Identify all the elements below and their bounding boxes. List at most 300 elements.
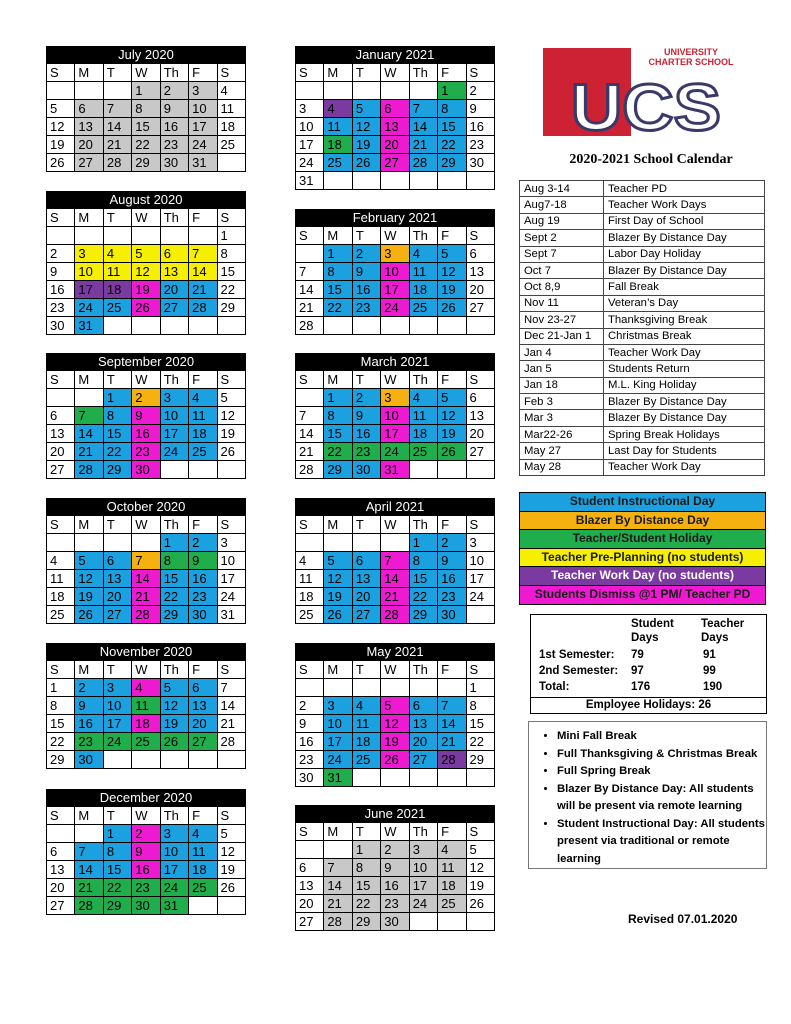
event-date: Jan 5 bbox=[520, 361, 604, 377]
day-cell: 8 bbox=[103, 843, 131, 861]
day-cell: 20 bbox=[75, 136, 103, 154]
weekday-header: S bbox=[217, 516, 245, 534]
empty-cell bbox=[324, 534, 352, 552]
day-cell: 31 bbox=[324, 769, 352, 787]
employee-holidays: Employee Holidays: 26 bbox=[531, 697, 766, 711]
weekday-header: Th bbox=[409, 661, 437, 679]
day-cell: 13 bbox=[409, 715, 437, 733]
weekday-header: F bbox=[189, 661, 217, 679]
weekday-header: F bbox=[438, 516, 466, 534]
day-cell: 12 bbox=[324, 570, 352, 588]
day-cell: 15 bbox=[324, 425, 352, 443]
event-date: May 28 bbox=[520, 459, 604, 475]
semester2-teacher: 99 bbox=[703, 665, 716, 677]
day-cell: 23 bbox=[47, 299, 75, 317]
day-cell: 17 bbox=[160, 425, 188, 443]
day-cell: 17 bbox=[381, 425, 409, 443]
weekday-header: Th bbox=[160, 807, 188, 825]
weekday-header: S bbox=[296, 823, 324, 841]
day-cell: 28 bbox=[438, 751, 466, 769]
weekday-header: F bbox=[438, 227, 466, 245]
event-date: Aug 3-14 bbox=[520, 181, 604, 197]
logo-subtitle-line2: CHARTER SCHOOL bbox=[648, 57, 734, 67]
day-cell: 22 bbox=[160, 588, 188, 606]
day-cell: 20 bbox=[466, 281, 494, 299]
empty-cell bbox=[103, 751, 131, 769]
day-cell: 6 bbox=[189, 679, 217, 697]
day-cell: 26 bbox=[381, 751, 409, 769]
empty-cell bbox=[189, 227, 217, 245]
day-cell: 18 bbox=[217, 118, 245, 136]
day-cell: 14 bbox=[296, 281, 324, 299]
day-cell: 25 bbox=[409, 299, 437, 317]
day-cell: 9 bbox=[132, 843, 160, 861]
weekday-header: T bbox=[103, 661, 131, 679]
empty-cell bbox=[352, 679, 380, 697]
weekday-header: S bbox=[296, 64, 324, 82]
empty-cell bbox=[438, 769, 466, 787]
event-row bbox=[520, 328, 765, 344]
day-cell: 4 bbox=[132, 679, 160, 697]
day-cell: 5 bbox=[438, 245, 466, 263]
weekday-header: M bbox=[75, 516, 103, 534]
day-cell: 24 bbox=[409, 895, 437, 913]
event-label: Teacher Work Day bbox=[604, 459, 765, 475]
empty-cell bbox=[466, 769, 494, 787]
day-cell: 13 bbox=[189, 697, 217, 715]
day-cell: 4 bbox=[409, 245, 437, 263]
day-cell: 1 bbox=[352, 841, 380, 859]
day-cell: 11 bbox=[409, 263, 437, 281]
day-cell: 30 bbox=[47, 317, 75, 335]
empty-cell bbox=[160, 751, 188, 769]
event-row bbox=[520, 426, 765, 442]
day-cell: 19 bbox=[438, 425, 466, 443]
day-cell: 28 bbox=[409, 154, 437, 172]
day-cell: 21 bbox=[381, 588, 409, 606]
empty-cell bbox=[352, 317, 380, 335]
day-cell: 23 bbox=[352, 443, 380, 461]
empty-cell bbox=[409, 317, 437, 335]
day-cell: 9 bbox=[352, 407, 380, 425]
day-cell: 2 bbox=[438, 534, 466, 552]
day-cell: 8 bbox=[217, 245, 245, 263]
day-cell: 14 bbox=[75, 861, 103, 879]
day-cell: 8 bbox=[47, 697, 75, 715]
day-cell: 1 bbox=[132, 82, 160, 100]
weekday-header: W bbox=[381, 661, 409, 679]
day-cell: 2 bbox=[296, 697, 324, 715]
weekday-header: Th bbox=[409, 64, 437, 82]
month-title: January 2021 bbox=[295, 46, 495, 63]
day-cell: 6 bbox=[47, 843, 75, 861]
weekday-header: T bbox=[352, 371, 380, 389]
event-date: Aug7-18 bbox=[520, 197, 604, 213]
calendar-december-2020 bbox=[46, 789, 246, 915]
day-cell: 24 bbox=[103, 733, 131, 751]
day-cell: 5 bbox=[466, 841, 494, 859]
day-cell: 3 bbox=[75, 245, 103, 263]
day-cell: 20 bbox=[47, 443, 75, 461]
event-label: M.L. King Holiday bbox=[604, 377, 765, 393]
weekday-header: F bbox=[438, 823, 466, 841]
month-title: July 2020 bbox=[46, 46, 246, 63]
day-cell: 4 bbox=[47, 552, 75, 570]
calendar-may-2021 bbox=[295, 643, 495, 787]
day-cell: 20 bbox=[47, 879, 75, 897]
empty-cell bbox=[160, 317, 188, 335]
day-cell: 3 bbox=[217, 534, 245, 552]
day-cell: 25 bbox=[132, 733, 160, 751]
weekday-header: W bbox=[132, 209, 160, 227]
weekday-header: Th bbox=[160, 64, 188, 82]
day-cell: 2 bbox=[466, 82, 494, 100]
weekday-header: Th bbox=[409, 227, 437, 245]
day-cell: 30 bbox=[381, 913, 409, 931]
day-cell: 29 bbox=[324, 461, 352, 479]
day-cell: 26 bbox=[217, 879, 245, 897]
day-cell: 19 bbox=[47, 136, 75, 154]
day-cell: 8 bbox=[409, 552, 437, 570]
weekday-header: S bbox=[217, 64, 245, 82]
day-cell: 28 bbox=[75, 461, 103, 479]
day-cell: 22 bbox=[103, 879, 131, 897]
day-cell: 23 bbox=[438, 588, 466, 606]
day-cell: 8 bbox=[324, 407, 352, 425]
day-cell: 12 bbox=[438, 407, 466, 425]
day-cell: 8 bbox=[324, 263, 352, 281]
weekday-header: F bbox=[438, 661, 466, 679]
day-cell: 26 bbox=[324, 606, 352, 624]
empty-cell bbox=[189, 897, 217, 915]
empty-cell bbox=[75, 389, 103, 407]
weekday-header: F bbox=[438, 64, 466, 82]
day-cell: 27 bbox=[352, 606, 380, 624]
day-cell: 16 bbox=[438, 570, 466, 588]
event-label: Christmas Break bbox=[604, 328, 765, 344]
event-label: Blazer By Distance Day bbox=[604, 262, 765, 278]
weekday-header: S bbox=[47, 64, 75, 82]
weekday-header: S bbox=[466, 823, 494, 841]
weekday-header: M bbox=[324, 227, 352, 245]
teacher-days-header: Teacher Days bbox=[701, 618, 745, 644]
day-cell: 8 bbox=[132, 100, 160, 118]
day-cell: 3 bbox=[296, 100, 324, 118]
month-title: October 2020 bbox=[46, 498, 246, 515]
weekday-header: F bbox=[189, 209, 217, 227]
calendar-march-2021 bbox=[295, 353, 495, 479]
day-cell: 28 bbox=[189, 299, 217, 317]
day-cell: 5 bbox=[160, 679, 188, 697]
weekday-header: W bbox=[132, 807, 160, 825]
day-cell: 25 bbox=[103, 299, 131, 317]
empty-cell bbox=[217, 317, 245, 335]
weekday-header: T bbox=[103, 807, 131, 825]
day-cell: 31 bbox=[381, 461, 409, 479]
day-cell: 2 bbox=[352, 389, 380, 407]
event-date: Dec 21-Jan 1 bbox=[520, 328, 604, 344]
empty-cell bbox=[438, 679, 466, 697]
total-student: 176 bbox=[631, 681, 651, 693]
day-cell: 25 bbox=[189, 879, 217, 897]
day-cell: 3 bbox=[324, 697, 352, 715]
event-label: Fall Break bbox=[604, 279, 765, 295]
calendar-june-2021 bbox=[295, 805, 495, 931]
calendar-august-2020 bbox=[46, 191, 246, 335]
day-cell: 8 bbox=[438, 100, 466, 118]
day-cell: 27 bbox=[466, 299, 494, 317]
empty-cell bbox=[103, 82, 131, 100]
empty-cell bbox=[324, 679, 352, 697]
empty-cell bbox=[352, 172, 380, 190]
day-cell: 10 bbox=[75, 263, 103, 281]
day-cell: 7 bbox=[75, 843, 103, 861]
day-cell: 25 bbox=[438, 895, 466, 913]
day-cell: 16 bbox=[466, 118, 494, 136]
day-cell: 23 bbox=[132, 879, 160, 897]
revised-date: Revised 07.01.2020 bbox=[628, 912, 738, 926]
day-cell: 15 bbox=[217, 263, 245, 281]
notes-list bbox=[528, 721, 767, 869]
day-cell: 16 bbox=[189, 570, 217, 588]
day-cell: 20 bbox=[296, 895, 324, 913]
day-cell: 24 bbox=[466, 588, 494, 606]
empty-cell bbox=[75, 227, 103, 245]
day-cell: 1 bbox=[466, 679, 494, 697]
weekday-header: S bbox=[217, 209, 245, 227]
day-cell: 1 bbox=[324, 389, 352, 407]
day-cell: 4 bbox=[103, 245, 131, 263]
day-cell: 31 bbox=[160, 897, 188, 915]
empty-cell bbox=[75, 825, 103, 843]
month-title: March 2021 bbox=[295, 353, 495, 370]
day-cell: 16 bbox=[132, 425, 160, 443]
month-title: August 2020 bbox=[46, 191, 246, 208]
day-cell: 1 bbox=[217, 227, 245, 245]
day-cell: 7 bbox=[217, 679, 245, 697]
day-cell: 7 bbox=[438, 697, 466, 715]
weekday-header: S bbox=[466, 661, 494, 679]
day-cell: 6 bbox=[160, 245, 188, 263]
weekday-header: F bbox=[438, 371, 466, 389]
day-cell: 17 bbox=[160, 861, 188, 879]
day-cell: 18 bbox=[324, 136, 352, 154]
day-cell: 21 bbox=[409, 136, 437, 154]
day-cell: 18 bbox=[189, 425, 217, 443]
event-label: Teacher PD bbox=[604, 181, 765, 197]
event-date: Sept 2 bbox=[520, 230, 604, 246]
weekday-header: M bbox=[324, 64, 352, 82]
day-cell: 5 bbox=[381, 697, 409, 715]
weekday-header: T bbox=[352, 227, 380, 245]
empty-cell bbox=[217, 751, 245, 769]
day-cell: 14 bbox=[217, 697, 245, 715]
event-label: Teacher Work Days bbox=[604, 197, 765, 213]
weekday-header: S bbox=[296, 227, 324, 245]
day-cell: 5 bbox=[217, 825, 245, 843]
day-cell: 3 bbox=[381, 245, 409, 263]
empty-cell bbox=[381, 534, 409, 552]
note-item: • Full Thanksgiving & Christmas Break bbox=[557, 746, 766, 764]
day-cell: 4 bbox=[296, 552, 324, 570]
empty-cell bbox=[438, 461, 466, 479]
weekday-header: M bbox=[324, 823, 352, 841]
weekday-header: Th bbox=[160, 516, 188, 534]
day-cell: 16 bbox=[132, 861, 160, 879]
day-cell: 22 bbox=[324, 443, 352, 461]
day-cell: 28 bbox=[103, 154, 131, 172]
day-cell: 29 bbox=[160, 606, 188, 624]
day-cell: 9 bbox=[160, 100, 188, 118]
empty-cell bbox=[160, 461, 188, 479]
day-cell: 12 bbox=[466, 859, 494, 877]
empty-cell bbox=[132, 751, 160, 769]
day-cell: 5 bbox=[324, 552, 352, 570]
events-table bbox=[519, 180, 765, 476]
day-cell: 20 bbox=[409, 733, 437, 751]
day-cell: 10 bbox=[217, 552, 245, 570]
day-cell: 6 bbox=[381, 100, 409, 118]
weekday-header: T bbox=[352, 823, 380, 841]
weekday-header: S bbox=[466, 516, 494, 534]
empty-cell bbox=[352, 769, 380, 787]
day-cell: 28 bbox=[296, 461, 324, 479]
day-cell: 2 bbox=[160, 82, 188, 100]
event-row bbox=[520, 213, 765, 229]
empty-cell bbox=[103, 227, 131, 245]
day-cell: 10 bbox=[160, 843, 188, 861]
empty-cell bbox=[409, 82, 437, 100]
day-cell: 9 bbox=[466, 100, 494, 118]
event-label: Labor Day Holiday bbox=[604, 246, 765, 262]
day-cell: 15 bbox=[352, 877, 380, 895]
empty-cell bbox=[47, 534, 75, 552]
event-row bbox=[520, 394, 765, 410]
day-cell: 14 bbox=[132, 570, 160, 588]
day-cell: 30 bbox=[296, 769, 324, 787]
day-cell: 15 bbox=[466, 715, 494, 733]
semester1-student: 79 bbox=[631, 649, 644, 661]
day-cell: 12 bbox=[381, 715, 409, 733]
empty-cell bbox=[381, 82, 409, 100]
day-cell: 18 bbox=[132, 715, 160, 733]
day-cell: 7 bbox=[103, 100, 131, 118]
day-cell: 25 bbox=[409, 443, 437, 461]
day-cell: 27 bbox=[47, 461, 75, 479]
day-cell: 1 bbox=[103, 389, 131, 407]
day-cell: 4 bbox=[189, 389, 217, 407]
event-date: May 27 bbox=[520, 443, 604, 459]
day-cell: 13 bbox=[47, 861, 75, 879]
month-title: May 2021 bbox=[295, 643, 495, 660]
note-item: • Mini Fall Break bbox=[557, 728, 766, 746]
day-cell: 13 bbox=[75, 118, 103, 136]
empty-cell bbox=[75, 534, 103, 552]
event-date: Sept 7 bbox=[520, 246, 604, 262]
day-cell: 7 bbox=[132, 552, 160, 570]
weekday-header: T bbox=[103, 371, 131, 389]
total-teacher: 190 bbox=[703, 681, 723, 693]
empty-cell bbox=[296, 841, 324, 859]
day-cell: 15 bbox=[103, 861, 131, 879]
day-cell: 27 bbox=[296, 913, 324, 931]
day-cell: 24 bbox=[381, 299, 409, 317]
weekday-header: S bbox=[217, 371, 245, 389]
weekday-header: T bbox=[352, 64, 380, 82]
day-cell: 15 bbox=[409, 570, 437, 588]
empty-cell bbox=[352, 82, 380, 100]
weekday-header: S bbox=[47, 516, 75, 534]
day-cell: 11 bbox=[352, 715, 380, 733]
day-cell: 6 bbox=[466, 389, 494, 407]
day-cell: 30 bbox=[160, 154, 188, 172]
day-cell: 13 bbox=[296, 877, 324, 895]
month-title: April 2021 bbox=[295, 498, 495, 515]
day-cell: 23 bbox=[296, 751, 324, 769]
empty-cell bbox=[381, 317, 409, 335]
day-cell: 12 bbox=[132, 263, 160, 281]
day-cell: 7 bbox=[381, 552, 409, 570]
day-cell: 2 bbox=[47, 245, 75, 263]
day-cell: 5 bbox=[217, 389, 245, 407]
weekday-header: S bbox=[466, 227, 494, 245]
day-cell: 16 bbox=[296, 733, 324, 751]
day-cell: 16 bbox=[160, 118, 188, 136]
empty-cell bbox=[352, 534, 380, 552]
logo-subtitle-line1: UNIVERSITY bbox=[663, 47, 719, 57]
day-cell: 23 bbox=[160, 136, 188, 154]
day-cell: 6 bbox=[75, 100, 103, 118]
day-cell: 2 bbox=[132, 389, 160, 407]
day-cell: 18 bbox=[103, 281, 131, 299]
day-cell: 24 bbox=[160, 443, 188, 461]
empty-cell bbox=[409, 769, 437, 787]
day-cell: 12 bbox=[217, 843, 245, 861]
weekday-header: M bbox=[75, 371, 103, 389]
calendar-november-2020 bbox=[46, 643, 246, 769]
day-cell: 12 bbox=[438, 263, 466, 281]
day-cell: 26 bbox=[47, 154, 75, 172]
day-cell: 17 bbox=[75, 281, 103, 299]
day-cell: 14 bbox=[324, 877, 352, 895]
day-cell: 6 bbox=[296, 859, 324, 877]
day-cell: 1 bbox=[103, 825, 131, 843]
day-cell: 3 bbox=[103, 679, 131, 697]
event-date: Aug 19 bbox=[520, 213, 604, 229]
weekday-header: M bbox=[324, 661, 352, 679]
day-cell: 20 bbox=[160, 281, 188, 299]
weekday-header: S bbox=[47, 209, 75, 227]
weekday-header: Th bbox=[160, 661, 188, 679]
event-label: First Day of School bbox=[604, 213, 765, 229]
day-cell: 24 bbox=[75, 299, 103, 317]
day-cell: 21 bbox=[132, 588, 160, 606]
day-cell: 9 bbox=[438, 552, 466, 570]
day-cell: 18 bbox=[47, 588, 75, 606]
day-cell: 4 bbox=[409, 389, 437, 407]
day-cell: 22 bbox=[47, 733, 75, 751]
day-cell: 24 bbox=[217, 588, 245, 606]
event-row bbox=[520, 459, 765, 475]
empty-cell bbox=[381, 679, 409, 697]
day-cell: 3 bbox=[160, 825, 188, 843]
note-item: • Blazer By Distance Day: All students will be present via remote learning bbox=[557, 781, 766, 816]
day-cell: 18 bbox=[296, 588, 324, 606]
day-cell: 17 bbox=[381, 281, 409, 299]
weekday-header: M bbox=[75, 64, 103, 82]
days-summary-table bbox=[530, 614, 767, 714]
weekday-header: F bbox=[189, 516, 217, 534]
